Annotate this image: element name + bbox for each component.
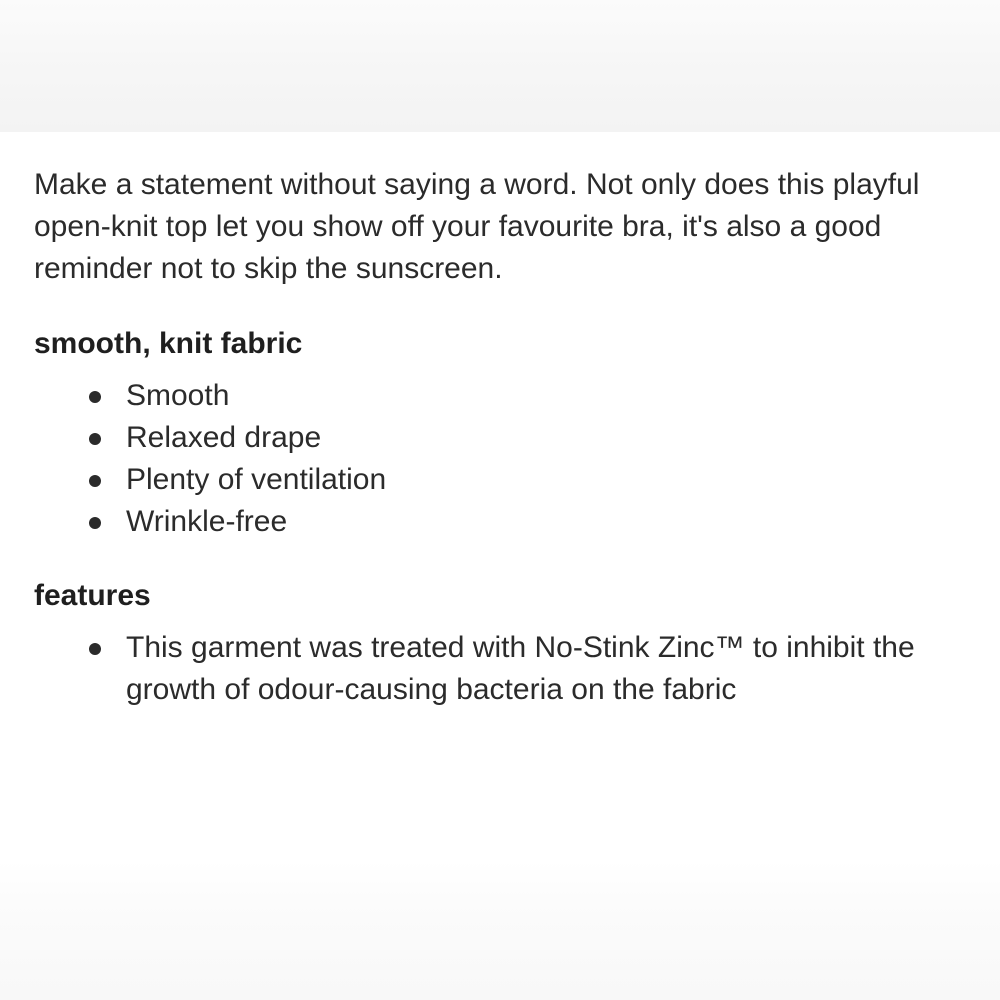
list-item-text: Wrinkle-free: [126, 505, 288, 538]
list-item-text: Smooth: [126, 379, 230, 412]
product-description: [34, 164, 964, 711]
bullet-icon: [89, 391, 101, 403]
list-item: [126, 417, 964, 459]
bullet-icon: [89, 643, 101, 655]
list-item-text: Plenty of ventilation: [126, 463, 387, 496]
features-list: [34, 627, 964, 711]
list-item: [126, 501, 964, 543]
top-background-band: [0, 0, 1000, 132]
intro-paragraph: Make a statement without saying a word. Not only does this playful open-knit top let you show off your favourite bra, it's also a good reminder not to skip the sunscreen.: [34, 168, 920, 285]
list-item-text: Relaxed drape: [126, 421, 322, 454]
list-item: [126, 459, 964, 501]
fabric-feature-list: [34, 375, 964, 543]
bullet-icon: [89, 475, 101, 487]
bullet-icon: [89, 433, 101, 445]
fabric-section-heading: smooth, knit fabric: [34, 327, 303, 360]
list-item-text: This garment was treated with No-Stink Zinc™ to inhibit the growth of odour-causing bacteria on the fabric: [126, 631, 915, 706]
features-section-heading: features: [34, 579, 151, 612]
bullet-icon: [89, 517, 101, 529]
list-item: [126, 627, 964, 711]
bottom-background-band: [0, 860, 1000, 1000]
list-item: [126, 375, 964, 417]
